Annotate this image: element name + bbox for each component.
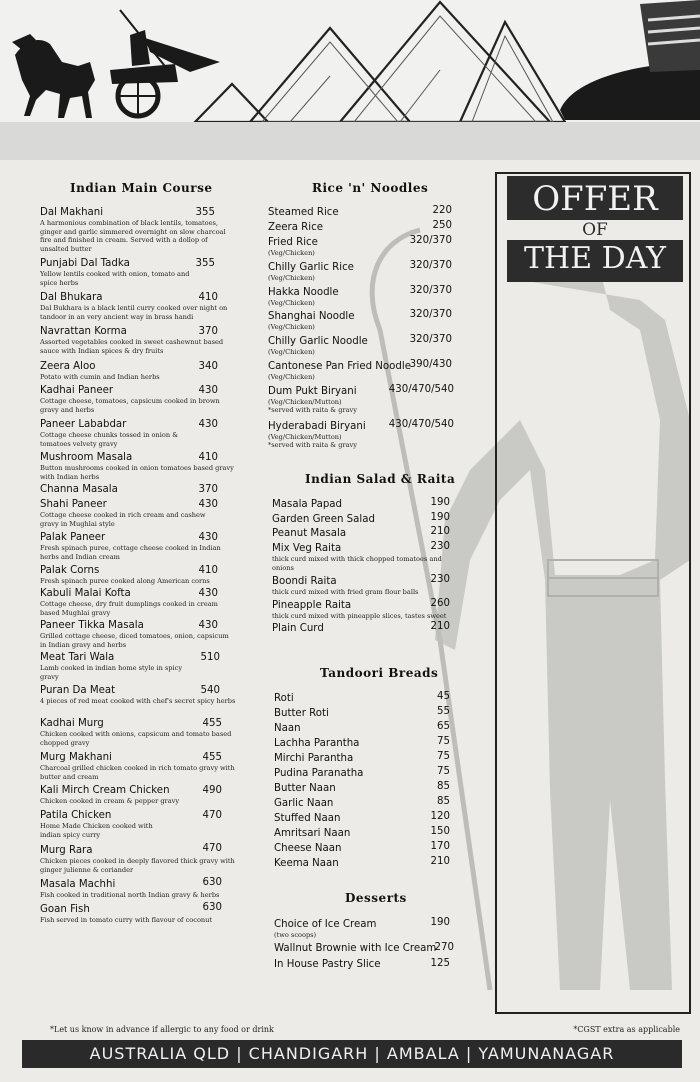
menu-item-price: 430 — [198, 419, 218, 430]
menu-item-variant: (Veg/Chicken) — [268, 348, 315, 356]
menu-item-name: Chilly Garlic Noodle — [268, 336, 368, 347]
menu-item-name: Boondi Raita — [272, 576, 337, 587]
menu-item-price: 210 — [430, 621, 450, 632]
menu-item-description: Chicken cooked with onions, capsicum and tomato based chopped gravy — [40, 730, 232, 747]
offer-line-2: OF — [507, 220, 683, 240]
menu-item-description: Cottage cheese chunks tossed in onion & tomatoes velvety gravy — [40, 431, 179, 448]
menu-item-description: Yellow lentils cooked with onion, tomato and spice herbs — [40, 270, 190, 287]
menu-item-name: Keema Naan — [274, 858, 339, 869]
menu-item-description: Cottage cheese, dry fruit dumplings cooked in cream based Mughlai gravy — [40, 600, 218, 617]
menu-item-price: 190 — [430, 917, 450, 928]
menu-item-name: Masala Papad — [272, 499, 342, 510]
menu-item-price: 170 — [430, 841, 450, 852]
menu-item-price: 55 — [437, 706, 450, 717]
menu-item-name: Hyderabadi Biryani — [268, 421, 366, 432]
menu-item-description: Potato with cumin and Indian herbs — [40, 373, 160, 381]
menu-item-price: 320/370 — [409, 260, 452, 271]
menu-item-description: Fresh spinach puree, cottage cheese cooked in Indian herbs and Indian cream — [40, 544, 221, 561]
menu-item-price: 75 — [437, 766, 450, 777]
menu-item-price: 250 — [432, 220, 452, 231]
menu-item-price: 320/370 — [409, 235, 452, 246]
menu-item-price: 45 — [437, 691, 450, 702]
menu-item-price: 320/370 — [409, 309, 452, 320]
menu-item-variant: (Veg/Chicken/Mutton) — [268, 433, 342, 441]
menu-item-description: Button mushrooms cooked in onion tomatoes based gravy with Indian herbs — [40, 464, 234, 481]
menu-item-price: 150 — [430, 826, 450, 837]
offer-line-1: OFFER — [532, 179, 658, 219]
menu-item-price: 355 — [195, 258, 215, 269]
menu-item-price: 320/370 — [409, 334, 452, 345]
menu-item-name: Amritsari Naan — [274, 828, 351, 839]
menu-item-price: 340 — [198, 361, 218, 372]
menu-item-name: Cheese Naan — [274, 843, 342, 854]
offer-line-3: THE DAY — [524, 241, 666, 276]
menu-item-description: Fish served in tomato curry with flavour of coconut — [40, 916, 213, 924]
menu-item-name: Pudina Paranatha — [274, 768, 364, 779]
section-heading-breads: Tandoori Breads — [320, 666, 439, 680]
menu-item-name: Kabuli Malai Kofta — [40, 588, 131, 599]
offer-of-the-day-banner — [507, 176, 683, 282]
menu-item-variant: (Veg/Chicken/Mutton) — [268, 398, 342, 406]
menu-item-name: Masala Machhi — [40, 879, 116, 890]
menu-item-name: Zeera Aloo — [40, 361, 96, 372]
menu-item-description: Cottage cheese cooked in rich cream and cashew gravy in Mughlai style — [40, 511, 206, 528]
menu-item-name: Mirchi Parantha — [274, 753, 354, 764]
menu-item-variant: (two scoops) — [274, 931, 317, 939]
menu-item-description: Chicken cooked in cream & pepper gravy — [40, 797, 180, 805]
menu-item-price: 190 — [430, 497, 450, 508]
menu-item-name: Naan — [274, 723, 301, 734]
menu-item-name: Patila Chicken — [40, 810, 112, 821]
menu-item-price: 630 — [202, 902, 222, 913]
menu-item-price: 430 — [198, 532, 218, 543]
menu-item-note: *served with raita & gravy — [268, 441, 358, 449]
menu-item-variant: (Veg/Chicken) — [268, 373, 315, 381]
menu-item-price: 75 — [437, 736, 450, 747]
tax-footnote: *CGST extra as applicable — [573, 1025, 680, 1034]
menu-item-price: 125 — [430, 958, 450, 969]
menu-item-name: In House Pastry Slice — [274, 959, 381, 970]
menu-item-description: 4 pieces of red meat cooked with chef's secret spicy herbs — [40, 697, 236, 705]
menu-item-price: 430 — [198, 588, 218, 599]
menu-item-name: Mix Veg Raita — [272, 543, 342, 554]
menu-item-name: Plain Curd — [272, 623, 324, 634]
menu-item-name: Garden Green Salad — [272, 514, 375, 525]
menu-item-description: Fish cooked in traditional north Indian gravy & herbs — [40, 891, 220, 899]
menu-item-price: 430/470/540 — [388, 384, 454, 395]
menu-item-description: Cottage cheese, tomatoes, capsicum cooked in brown gravy and herbs — [40, 397, 220, 414]
menu-item-name: Butter Naan — [274, 783, 336, 794]
menu-item-name: Shanghai Noodle — [268, 311, 355, 322]
menu-item-price: 220 — [432, 205, 452, 216]
menu-item-price: 510 — [200, 652, 220, 663]
menu-item-name: Kadhai Murg — [40, 718, 104, 729]
menu-item-name: Cantonese Pan Fried Noodle — [268, 361, 411, 372]
menu-item-price: 540 — [200, 685, 220, 696]
section-heading-rice: Rice 'n' Noodles — [312, 181, 429, 195]
menu-item-price: 430/470/540 — [388, 419, 454, 430]
section-heading-desserts: Desserts — [345, 891, 407, 905]
menu-item-variant: (Veg/Chicken) — [268, 274, 315, 282]
menu-item-name: Mushroom Masala — [40, 452, 133, 463]
menu-item-variant: (Veg/Chicken) — [268, 249, 315, 257]
menu-item-price: 210 — [430, 526, 450, 537]
menu-item-name: Zeera Rice — [268, 222, 323, 233]
menu-item-price: 230 — [430, 574, 450, 585]
menu-item-name: Shahi Paneer — [40, 499, 107, 510]
menu-item-name: Palak Corns — [40, 565, 100, 576]
menu-item-variant: (Veg/Chicken) — [268, 299, 315, 307]
menu-item-name: Stuffed Naan — [274, 813, 341, 824]
section-heading-main-course: Indian Main Course — [70, 181, 213, 195]
menu-item-name: Butter Roti — [274, 708, 329, 719]
menu-item-name: Paneer Lababdar — [40, 419, 127, 430]
menu-item-price: 260 — [430, 598, 450, 609]
menu-item-price: 430 — [198, 385, 218, 396]
menu-item-name: Dal Makhani — [40, 207, 104, 218]
menu-item-price: 490 — [202, 785, 222, 796]
menu-item-price: 370 — [198, 484, 218, 495]
menu-item-name: Wallnut Brownie with Ice Cream — [274, 943, 437, 954]
locations-footer: AUSTRALIA QLD | CHANDIGARH | AMBALA | YAMUNANAGAR — [22, 1040, 682, 1068]
menu-item-price: 320/370 — [409, 285, 452, 296]
menu-item-name: Roti — [274, 693, 294, 704]
menu-item-price: 120 — [430, 811, 450, 822]
menu-item-price: 455 — [202, 718, 222, 729]
menu-item-name: Dal Bhukara — [40, 292, 103, 303]
menu-item-price: 270 — [434, 942, 454, 953]
menu-item-description: thick curd mixed with fried gram flour balls — [272, 588, 419, 596]
menu-item-price: 430 — [198, 620, 218, 631]
menu-item-name: Murg Rara — [40, 845, 93, 856]
menu-item-name: Peanut Masala — [272, 528, 347, 539]
menu-item-name: Goan Fish — [40, 904, 90, 915]
menu-item-price: 370 — [198, 326, 218, 337]
menu-item-name: Navrattan Korma — [40, 326, 127, 337]
menu-item-name: Choice of Ice Cream — [274, 919, 377, 930]
menu-item-name: Puran Da Meat — [40, 685, 116, 696]
menu-item-name: Punjabi Dal Tadka — [40, 258, 130, 269]
menu-item-description: Assorted vegetables cooked in sweet cashewnut based sauce with Indian spices & dry fruits — [40, 338, 224, 355]
menu-item-description: A harmonious combination of black lentils, tomatoes, ginger and garlic simmered overnight on slow charcoal fire and finished in cream. Served with a dollop of unsalted butter — [40, 219, 226, 253]
menu-item-description: Charcoal grilled chicken cooked in rich tomato gravy with butter and cream — [40, 764, 235, 781]
menu-item-name: Fried Rice — [268, 237, 318, 248]
menu-item-price: 65 — [437, 721, 450, 732]
menu-item-name: Meat Tari Wala — [40, 652, 115, 663]
menu-item-price: 190 — [430, 512, 450, 523]
menu-item-price: 470 — [202, 810, 222, 821]
menu-item-name: Lachha Parantha — [274, 738, 360, 749]
menu-item-name: Steamed Rice — [268, 207, 339, 218]
menu-item-name: Murg Makhani — [40, 752, 112, 763]
menu-item-name: Pineapple Raita — [272, 600, 352, 611]
allergy-footnote: *Let us know in advance if allergic to any food or drink — [50, 1025, 274, 1034]
menu-item-price: 630 — [202, 877, 222, 888]
menu-item-price: 410 — [198, 565, 218, 576]
menu-item-description: thick curd mixed with pineapple slices, tastes sweet — [272, 612, 447, 620]
offer-panel — [495, 172, 691, 1014]
menu-item-name: Hakka Noodle — [268, 287, 339, 298]
menu-item-price: 230 — [430, 541, 450, 552]
menu-item-price: 85 — [437, 781, 450, 792]
menu-item-name: Dum Pukt Biryani — [268, 386, 357, 397]
menu-item-description: Dal Bukhara is a black lentil curry cooked over night on tandoor in an very ancient way in brass handi — [40, 304, 228, 321]
menu-item-variant: (Veg/Chicken) — [268, 323, 315, 331]
menu-item-name: Kadhai Paneer — [40, 385, 114, 396]
menu-item-description: Lamb cooked in indian home style in spicy gravy — [40, 664, 183, 681]
menu-item-price: 210 — [430, 856, 450, 867]
menu-item-note: *served with raita & gravy — [268, 406, 358, 414]
menu-item-description: Home Made Chicken cooked with indian spicy curry — [40, 822, 153, 839]
menu-item-description: Fresh spinach puree cooked along American corns — [40, 577, 210, 585]
menu-item-price: 455 — [202, 752, 222, 763]
menu-item-price: 430 — [198, 499, 218, 510]
menu-item-name: Garlic Naan — [274, 798, 334, 809]
menu-item-price: 410 — [198, 292, 218, 303]
section-heading-salad: Indian Salad & Raita — [305, 472, 456, 486]
menu-item-price: 355 — [195, 207, 215, 218]
menu-item-name: Channa Masala — [40, 484, 118, 495]
menu-item-name: Kali Mirch Cream Chicken — [40, 785, 170, 796]
menu-item-price: 390/430 — [409, 359, 452, 370]
menu-item-price: 75 — [437, 751, 450, 762]
menu-item-description: Chicken pieces cooked in deeply flavored thick gravy with ginger julienne & coriander — [40, 857, 235, 874]
menu-item-price: 410 — [198, 452, 218, 463]
menu-item-description: Grilled cottage cheese, diced tomatoes, onion, capsicum in Indian gravy and herbs — [40, 632, 229, 649]
menu-item-description: thick curd mixed with thick chopped tomatoes and onions — [272, 555, 442, 572]
menu-item-name: Paneer Tikka Masala — [40, 620, 144, 631]
menu-item-name: Palak Paneer — [40, 532, 106, 543]
menu-item-price: 85 — [437, 796, 450, 807]
menu-item-name: Chilly Garlic Rice — [268, 262, 354, 273]
menu-item-price: 470 — [202, 843, 222, 854]
